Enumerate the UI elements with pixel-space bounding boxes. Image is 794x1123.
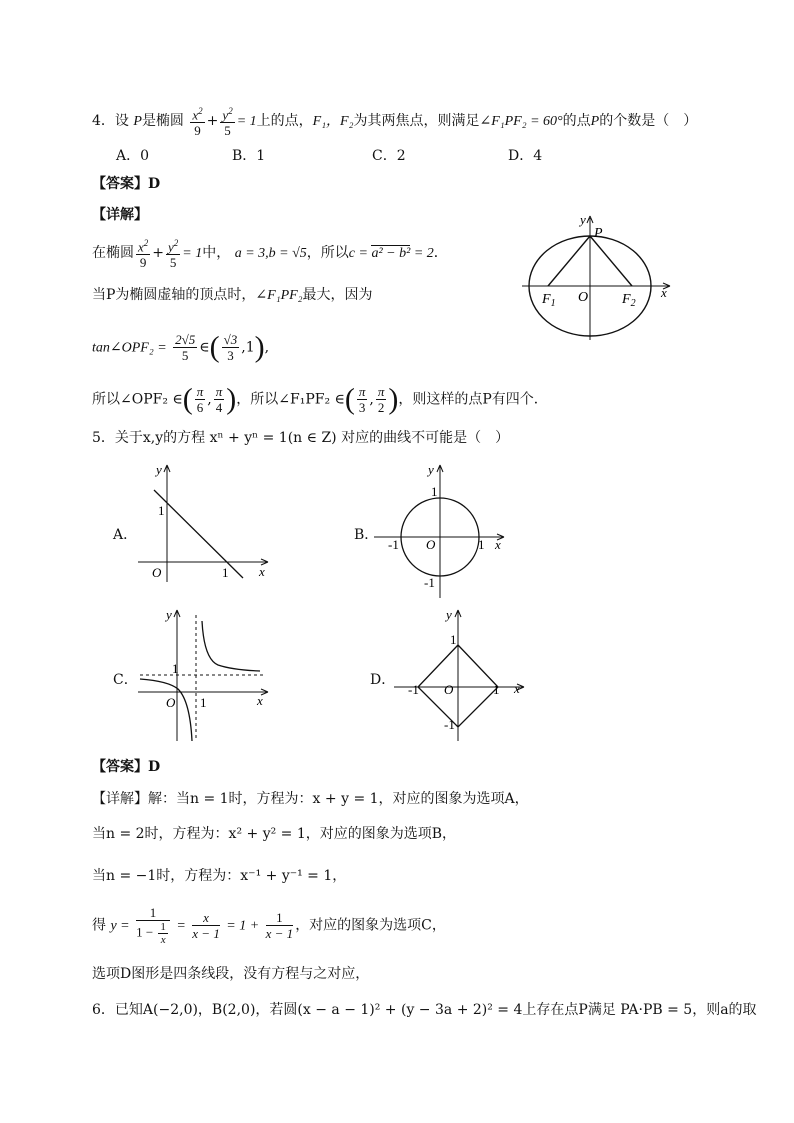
q6-stem: 6．已知A(−2,0)，B(2,0)，若圆(x − a − 1)² + (y − 3a + 2)² = 4上存在点P满足 PA·PB = 5，则a的取 xyxy=(92,1002,757,1018)
svg-text:1: 1 xyxy=(450,632,457,647)
q5-graph-d xyxy=(394,607,529,743)
q4-answer: 【答案】D xyxy=(92,176,161,192)
svg-text:x: x xyxy=(259,564,265,579)
svg-text:1: 1 xyxy=(158,503,165,518)
q5-answer: 【答案】D xyxy=(92,759,161,775)
q5-detail-5: 选项D图形是四条线段，没有方程与之对应， xyxy=(92,966,370,982)
svg-text:-1: -1 xyxy=(408,682,419,697)
q5-graph-b xyxy=(374,462,509,600)
q4-detail-step3: tan∠OPF₂ = $\frac{2√5}{5}$ ∈( $\frac{√3}{3}$ ,1), xyxy=(92,330,270,364)
svg-text:-1: -1 xyxy=(388,537,399,552)
svg-text:x: x xyxy=(495,537,501,552)
q5-detail-2: 当n = 2时，方程为：x² + y² = 1，对应的图象为选项B， xyxy=(92,826,457,842)
svg-text:x: x xyxy=(257,693,263,708)
q5-detail-3: 当n = −1时，方程为：x⁻¹ + y⁻¹ = 1， xyxy=(92,868,347,884)
segment-pf1 xyxy=(548,236,590,286)
svg-text:y: y xyxy=(428,462,434,477)
svg-text:-1: -1 xyxy=(424,575,435,590)
svg-text:y: y xyxy=(156,462,162,477)
svg-text:1: 1 xyxy=(222,565,229,580)
q4-detail-step1: 在椭圆 $\frac{x^2}{9}$ + $\frac{y^2}{5}$ = 1中， a = 3,b = √5，所以c = a² − b² = 2． xyxy=(92,238,448,271)
q5-graph-a xyxy=(138,462,273,584)
label-o: O xyxy=(578,290,589,305)
fraction-y2-over-5: $\frac{y^2}{5}$ xyxy=(222,106,233,139)
q5-option-c-label: C． xyxy=(113,672,138,688)
svg-text:y: y xyxy=(446,607,452,622)
svg-text:1: 1 xyxy=(172,661,179,676)
svg-text:-1: -1 xyxy=(444,717,455,732)
label-y: y xyxy=(580,212,586,227)
svg-text:x: x xyxy=(514,681,520,696)
q5-stem: 5．关于x,y的方程 xⁿ + yⁿ = 1(n ∈ Z) 对应的曲线不可能是（ ） xyxy=(92,430,510,446)
svg-text:y: y xyxy=(166,607,172,622)
q4-option-d: D．4 xyxy=(508,148,543,164)
svg-text:1: 1 xyxy=(200,695,207,710)
label-x: x xyxy=(661,285,667,300)
q4-option-b: B．1 xyxy=(232,148,266,164)
q5-graph-c xyxy=(138,607,273,743)
label-p: P xyxy=(594,226,603,241)
q5-option-a-label: A． xyxy=(113,527,138,543)
segment-pf2 xyxy=(590,236,632,286)
label-f2: $F_2$ xyxy=(622,292,636,309)
label-f1: $F_1$ xyxy=(542,292,556,309)
hyperbola-left-branch xyxy=(140,679,192,741)
svg-text:O: O xyxy=(152,565,162,580)
svg-text:1: 1 xyxy=(493,682,500,697)
q4-detail-label: 【详解】 xyxy=(92,207,148,223)
q4-option-c: C．2 xyxy=(372,148,406,164)
fraction-x2-over-9: $\frac{x^2}{9}$ xyxy=(192,106,203,139)
q4-ellipse-figure xyxy=(518,210,678,342)
q5-option-d-label: D． xyxy=(370,672,396,688)
hyperbola-right-branch xyxy=(202,621,260,671)
q5-detail-1: 【详解】解：当n = 1时，方程为：x + y = 1，对应的图象为选项A， xyxy=(92,791,529,807)
svg-text:O: O xyxy=(426,537,436,552)
q4-stem: 4．设 P是椭圆 $\frac{x^2}{9}$ + $\frac{y^2}{5}$ = 1上的点，F₁，F₂为其两焦点，则满足∠F₁PF₂ = 60°的点P的个数是（ ） xyxy=(92,106,698,139)
svg-text:O: O xyxy=(444,682,454,697)
q4-option-a: A．0 xyxy=(116,148,150,164)
svg-text:O: O xyxy=(166,695,176,710)
q5-detail-4: 得 y = 1 1 − $\frac{1}{x}$ = $\frac{x}{x - 1}$ = 1 + $\frac{1}{x - 1}$ ，对应的图象为选项C， xyxy=(92,905,446,946)
q4-detail-step2: 当P为椭圆虚轴的顶点时，∠F₁PF₂最大，因为 xyxy=(92,287,373,303)
q5-option-b-label: B． xyxy=(354,527,379,543)
q4-detail-step4: 所以∠OPF₂ ∈( $\frac{\pi}{6}$ , $\frac{\pi}{4}$ )，所以∠F₁PF₂ ∈( $\frac{\pi}{3}$ , $\frac{\pi}{2}$ )，则这样的点P有四个． xyxy=(92,382,548,416)
svg-text:1: 1 xyxy=(478,537,485,552)
svg-text:1: 1 xyxy=(431,484,438,499)
